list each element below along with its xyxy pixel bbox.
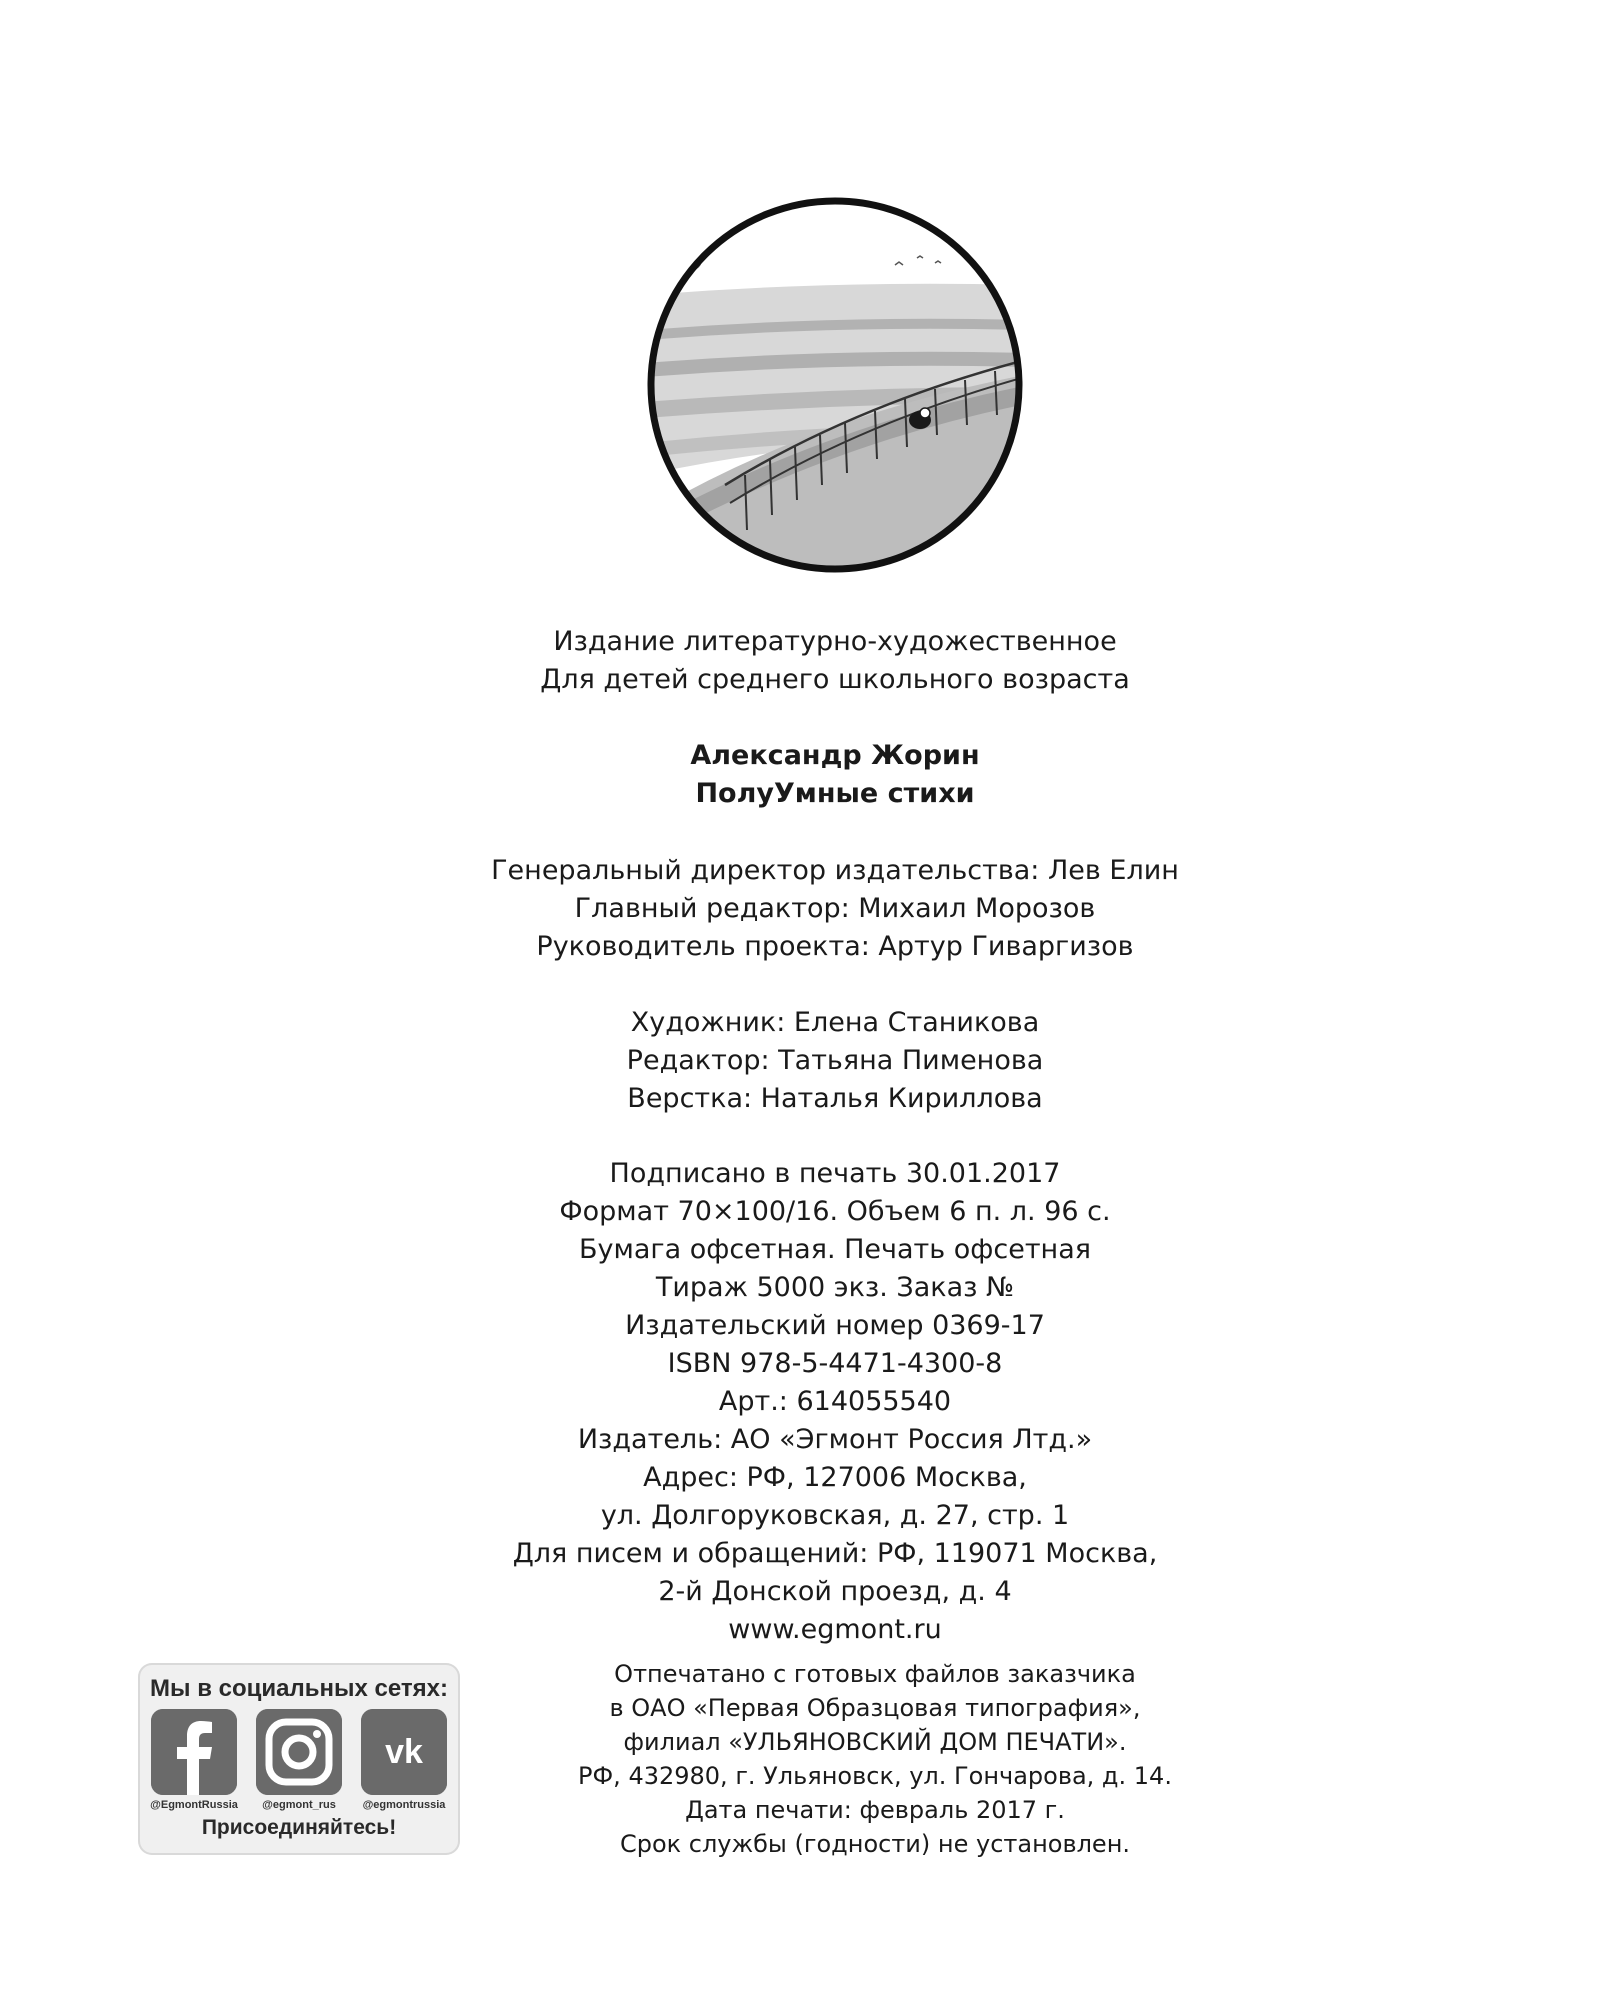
address-line: ул. Долгоруковская, д. 27, стр. 1 [600,1500,1070,1531]
circular-illustration [635,185,1035,585]
book-title: ПолуУмные стихи [695,778,975,809]
project-lead-credit: Руководитель проекта: Артур Гиваргизов [536,931,1134,962]
shelf-life: Срок службы (годности) не установлен. [619,1830,1131,1858]
instagram-handle: @egmont_rus [262,1799,336,1811]
sea-view-drawing [635,185,1035,585]
social-title: Мы в социальных сетях: [150,1675,448,1702]
staff-credits [400,852,1270,966]
layout-credit: Верстка: Наталья Кириллова [627,1083,1043,1114]
printer-line: в ОАО «Первая Образцовая типография», [609,1694,1141,1722]
printer-line: филиал «УЛЬЯНОВСКИЙ ДОМ ПЕЧАТИ». [623,1728,1127,1756]
website-link[interactable]: www.egmont.ru [728,1614,942,1645]
print-line: Формат 70×100/16. Объем 6 п. л. 96 с. [559,1196,1111,1227]
artist-credit: Художник: Елена Станикова [630,1007,1040,1038]
chief-editor-credit: Главный редактор: Михаил Морозов [574,893,1096,924]
social-footer: Присоединяйтесь! [201,1816,397,1839]
vk-handle: @egmontrussia [362,1799,446,1811]
age-group: Для детей среднего школьного возраста [540,664,1130,695]
article-number: Арт.: 614055540 [718,1386,952,1417]
print-line: Бумага офсетная. Печать офсетная [579,1234,1091,1265]
isbn: ISBN 978-5-4471-4300-8 [667,1348,1003,1379]
print-details [400,1155,1270,1649]
printer-line: Отпечатано с готовых файлов заказчика [614,1660,1136,1688]
editor-credit: Редактор: Татьяна Пименова [626,1045,1044,1076]
svg-text:vk: vk [385,1733,423,1771]
print-date: Дата печати: февраль 2017 г. [685,1796,1065,1824]
facebook-icon[interactable] [151,1709,237,1795]
print-line: Издательский номер 0369-17 [625,1310,1045,1341]
address-line: Адрес: РФ, 127006 Москва, [643,1462,1027,1493]
printer-line: РФ, 432980, г. Ульяновск, ул. Гончарова, д. 14. [578,1762,1172,1790]
mail-address-line: Для писем и обращений: РФ, 119071 Москва, [512,1538,1158,1569]
mail-address-line: 2-й Донской проезд, д. 4 [658,1576,1012,1607]
social-networks-box [138,1663,460,1855]
book-heading [400,737,1270,813]
vk-icon[interactable] [361,1709,447,1795]
print-line: Тираж 5000 экз. Заказ № [655,1272,1015,1303]
publisher: Издатель: АО «Эгмонт Россия Лтд.» [577,1424,1093,1455]
book-author: Александр Жорин [690,740,980,771]
print-line: Подписано в печать 30.01.2017 [609,1158,1061,1189]
director-credit: Генеральный директор издательства: Лев Елин [491,855,1179,886]
production-credits [400,1004,1270,1118]
edition-type: Издание литературно-художественное [553,626,1117,657]
edition-info [400,623,1270,699]
facebook-handle: @EgmontRussia [150,1799,238,1811]
instagram-icon[interactable] [256,1709,342,1795]
printer-details [480,1657,1270,1861]
